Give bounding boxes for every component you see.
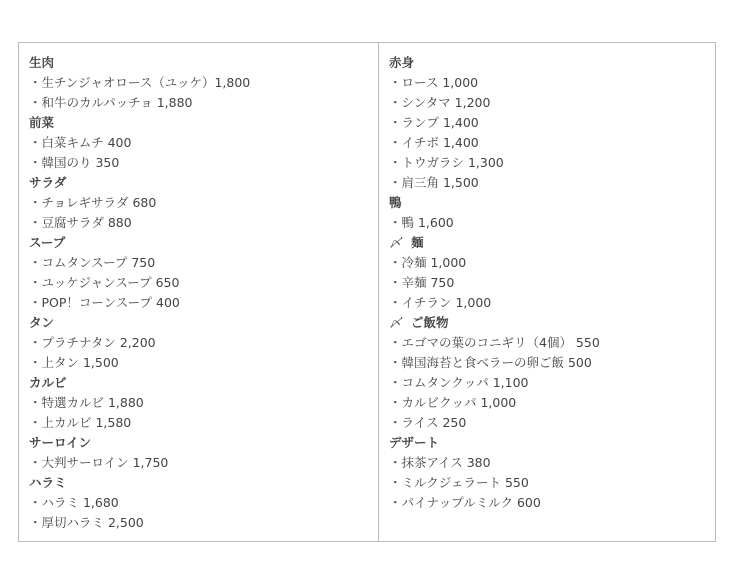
menu-item — [389, 173, 705, 193]
item-label: ・ランプ 1,400 — [389, 115, 479, 130]
menu-item — [29, 393, 368, 413]
menu-category-heading — [29, 473, 368, 493]
menu-item — [29, 293, 368, 313]
item-label: ・ユッケジャンスープ 650 — [29, 275, 180, 290]
menu-item — [29, 453, 368, 473]
category-label: 前菜 — [29, 115, 55, 130]
menu-item — [389, 293, 705, 313]
menu-column-right — [379, 43, 715, 541]
category-label: サーロイン — [29, 435, 92, 450]
category-label: 赤身 — [389, 55, 415, 70]
item-label: ・生チンジャオロース（ユッケ）1,800 — [29, 75, 251, 90]
menu-item — [29, 333, 368, 353]
category-label: 鴨 — [389, 195, 402, 210]
menu-item — [389, 133, 705, 153]
menu-item — [29, 153, 368, 173]
menu-table — [18, 42, 716, 542]
category-label: 麺 — [411, 235, 424, 250]
category-label: サラダ — [29, 175, 67, 190]
menu-item — [29, 253, 368, 273]
item-label: ・パイナップルミルク 600 — [389, 495, 541, 510]
item-label: ・カルビクッパ 1,000 — [389, 395, 517, 410]
category-label: デザート — [389, 435, 440, 450]
item-label: ・イチラン 1,000 — [389, 295, 492, 310]
menu-category-heading — [389, 193, 705, 213]
item-label: ・和牛のカルパッチョ 1,880 — [29, 95, 193, 110]
item-label: ・イチボ 1,400 — [389, 135, 479, 150]
menu-item — [29, 493, 368, 513]
menu-item — [29, 193, 368, 213]
category-deco-mark: 〆 — [389, 235, 402, 250]
item-label: ・特選カルビ 1,880 — [29, 395, 144, 410]
item-label: ・コムタンクッパ 1,100 — [389, 375, 529, 390]
category-label: 生肉 — [29, 55, 55, 70]
menu-category-heading — [389, 433, 705, 453]
menu-item — [389, 113, 705, 133]
item-label: ・豆腐サラダ 880 — [29, 215, 132, 230]
menu-item — [29, 273, 368, 293]
menu-item — [389, 473, 705, 493]
item-label: ・チョレギサラダ 680 — [29, 195, 157, 210]
menu-item — [389, 333, 705, 353]
menu-item — [29, 93, 368, 113]
item-label: ・辛麺 750 — [389, 275, 455, 290]
menu-category-heading — [389, 233, 705, 253]
item-label: ・ライス 250 — [389, 415, 467, 430]
menu-item — [389, 93, 705, 113]
item-label: ・ミルクジェラート 550 — [389, 475, 529, 490]
category-label: ご飯物 — [411, 315, 449, 330]
menu-category-heading — [29, 173, 368, 193]
menu-item — [29, 513, 368, 533]
menu-item — [29, 73, 368, 93]
menu-item — [389, 213, 705, 233]
menu-category-heading — [29, 373, 368, 393]
item-label: ・冷麺 1,000 — [389, 255, 467, 270]
menu-column-left — [19, 43, 379, 541]
menu-item — [29, 213, 368, 233]
category-label: スープ — [29, 235, 66, 250]
menu-category-heading — [29, 113, 368, 133]
item-label: ・コムタンスープ 750 — [29, 255, 156, 270]
item-label: ・ハラミ 1,680 — [29, 495, 119, 510]
category-deco-mark: 〆 — [389, 315, 402, 330]
menu-item — [389, 253, 705, 273]
item-label: ・エゴマの葉のコニギリ（4個） 550 — [389, 335, 600, 350]
menu-category-heading — [29, 233, 368, 253]
item-label: ・韓国海苔と食べラーの卵ご飯 500 — [389, 355, 592, 370]
item-label: ・厚切ハラミ 2,500 — [29, 515, 144, 530]
category-label: カルビ — [29, 375, 67, 390]
item-label: ・上タン 1,500 — [29, 355, 119, 370]
menu-item — [389, 153, 705, 173]
menu-item — [389, 453, 705, 473]
menu-item — [389, 353, 705, 373]
item-label: ・肩三角 1,500 — [389, 175, 479, 190]
menu-item — [389, 493, 705, 513]
menu-category-heading — [389, 53, 705, 73]
menu-category-heading — [29, 433, 368, 453]
category-label: タン — [29, 315, 55, 330]
item-label: ・ロース 1,000 — [389, 75, 479, 90]
item-label: ・プラチナタン 2,200 — [29, 335, 156, 350]
menu-item — [389, 413, 705, 433]
item-label: ・抹茶アイス 380 — [389, 455, 491, 470]
item-label: ・シンタマ 1,200 — [389, 95, 491, 110]
menu-item — [389, 373, 705, 393]
menu-item — [29, 133, 368, 153]
menu-item — [389, 273, 705, 293]
item-label: ・白菜キムチ 400 — [29, 135, 132, 150]
menu-category-heading — [389, 313, 705, 333]
item-label: ・鴨 1,600 — [389, 215, 454, 230]
item-label: ・大判サーロイン 1,750 — [29, 455, 169, 470]
item-label: ・韓国のり 350 — [29, 155, 120, 170]
category-label: ハラミ — [29, 475, 67, 490]
menu-category-heading — [29, 313, 368, 333]
item-label: ・トウガラシ 1,300 — [389, 155, 504, 170]
menu-item — [29, 353, 368, 373]
menu-item — [389, 393, 705, 413]
menu-item — [389, 73, 705, 93]
menu-category-heading — [29, 53, 368, 73]
item-label: ・POP！コーンスープ 400 — [29, 295, 180, 310]
menu-item — [29, 413, 368, 433]
item-label: ・上カルビ 1,580 — [29, 415, 132, 430]
